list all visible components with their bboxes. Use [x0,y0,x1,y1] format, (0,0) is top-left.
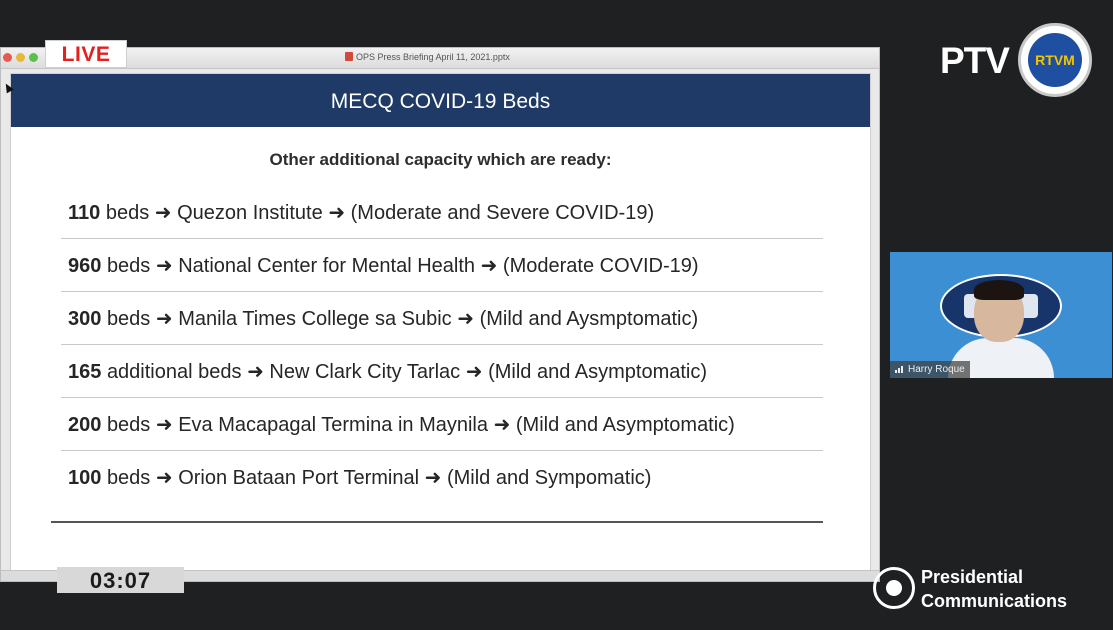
window-titlebar [1,48,879,69]
arrow-icon: ➜ [480,255,498,277]
speaker-hair [974,280,1024,300]
slide [10,73,871,573]
list-item: 110 beds ➜ Quezon Institute ➜ (Moderate and Severe COVID-19) [61,186,823,239]
arrow-icon: ➜ [457,308,474,330]
presidential-communications-logo [873,567,915,609]
list-item: 300 beds ➜ Manila Times College sa Subic ➜ (Mild and Aysmptomatic) [61,292,823,345]
rtvm-seal-text: RTVM [1028,33,1082,87]
speaker-video-feed [890,252,1112,378]
arrow-icon: ➜ [155,308,173,330]
rtvm-seal-logo [1018,23,1092,97]
arrow-icon: ➜ [155,414,173,436]
presentation-window [0,47,880,582]
arrow-icon: ➜ [465,361,483,383]
speaker-name: Harry Roque [908,364,965,375]
slide-title: MECQ COVID-19 Beds [11,74,870,127]
arrow-icon: ➜ [328,202,346,224]
beds-list [61,186,823,504]
speaker-name-tag [890,361,970,378]
pptx-file-icon [345,52,353,61]
live-badge: LIVE [45,40,127,68]
arrow-icon: ➜ [154,202,172,224]
window-title [345,52,510,62]
minimize-window-icon[interactable] [16,53,25,62]
table-bottom-rule [51,521,823,523]
list-item: 100 beds ➜ Orion Bataan Port Terminal ➜ (Mild and Sympomatic) [68,467,652,489]
arrow-icon: ➜ [493,414,511,436]
slide-subtitle: Other additional capacity which are ready: [269,150,612,169]
list-item: 165 additional beds ➜ New Clark City Tarlac ➜ (Mild and Asymptomatic) [61,345,823,398]
signal-icon [895,364,905,373]
window-title-text: OPS Press Briefing April 11, 2021.pptx [356,52,510,62]
close-window-icon[interactable] [3,53,12,62]
maximize-window-icon[interactable] [29,53,38,62]
arrow-icon: ➜ [155,467,173,489]
list-item: 960 beds ➜ National Center for Mental Health ➜ (Moderate COVID-19) [61,239,823,292]
arrow-icon: ➜ [247,361,264,383]
arrow-icon: ➜ [424,467,442,489]
presidential-communications-wordmark: Presidential Communications [921,567,1068,611]
broadcast-timer: 03:07 [57,567,184,593]
list-item: 200 beds ➜ Eva Macapagal Termina in Maynila ➜ (Mild and Asymptomatic) [61,398,823,451]
arrow-icon: ➜ [155,255,173,277]
ptv-logo: PTV [940,40,1009,81]
